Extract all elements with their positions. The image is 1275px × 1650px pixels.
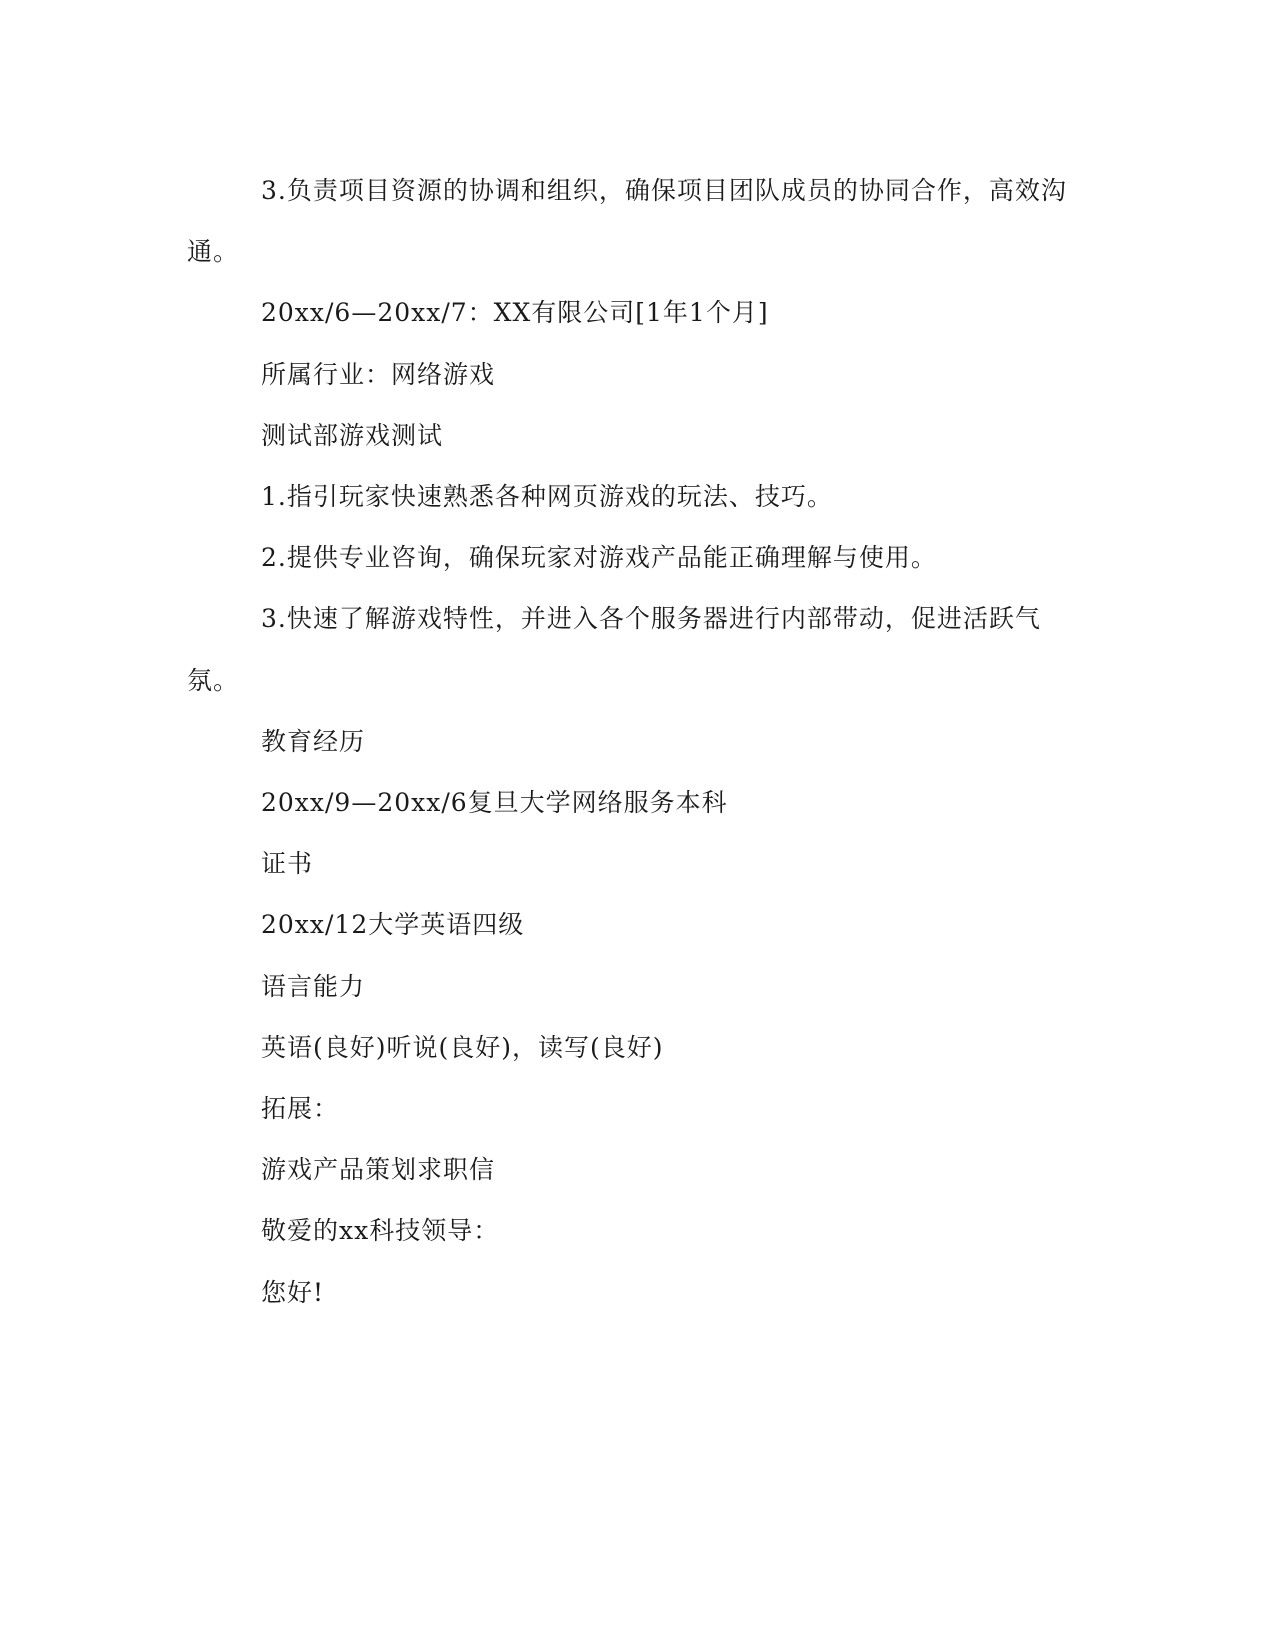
paragraph-duty-2: 2.提供专业咨询，确保玩家对游戏产品能正确理解与使用。 — [261, 543, 937, 573]
paragraph-cover-letter-title: 游戏产品策划求职信 — [261, 1155, 496, 1185]
paragraph-education-entry: 20xx/9—20xx/6复旦大学网络服务本科 — [261, 788, 728, 818]
paragraph-salutation: 敬爱的xx科技领导： — [261, 1216, 500, 1246]
heading-education: 教育经历 — [261, 726, 366, 756]
paragraph-responsibility-3: 3.负责项目资源的协调和组织，确保项目团队成员的协同合作，高效沟通。 — [187, 176, 1067, 267]
paragraph-industry: 所属行业：网络游戏 — [261, 359, 496, 389]
heading-language-skills: 语言能力 — [261, 971, 366, 1001]
paragraph-language-entry: 英语(良好)听说(良好)，读写(良好) — [261, 1032, 664, 1062]
heading-certificates: 证书 — [261, 849, 314, 879]
paragraph-department-position: 测试部游戏测试 — [261, 420, 444, 450]
document-body — [187, 160, 1067, 1323]
paragraph-duty-1: 1.指引玩家快速熟悉各种网页游戏的玩法、技巧。 — [261, 482, 833, 512]
heading-extension: 拓展： — [261, 1094, 340, 1124]
paragraph-certificate-entry: 20xx/12大学英语四级 — [261, 910, 525, 940]
paragraph-greeting: 您好! — [261, 1277, 325, 1307]
paragraph-employment-period: 20xx/6—20xx/7：XX有限公司[1年1个月] — [261, 298, 769, 328]
paragraph-duty-3: 3.快速了解游戏特性，并进入各个服务器进行内部带动，促进活跃气氛。 — [187, 604, 1041, 695]
